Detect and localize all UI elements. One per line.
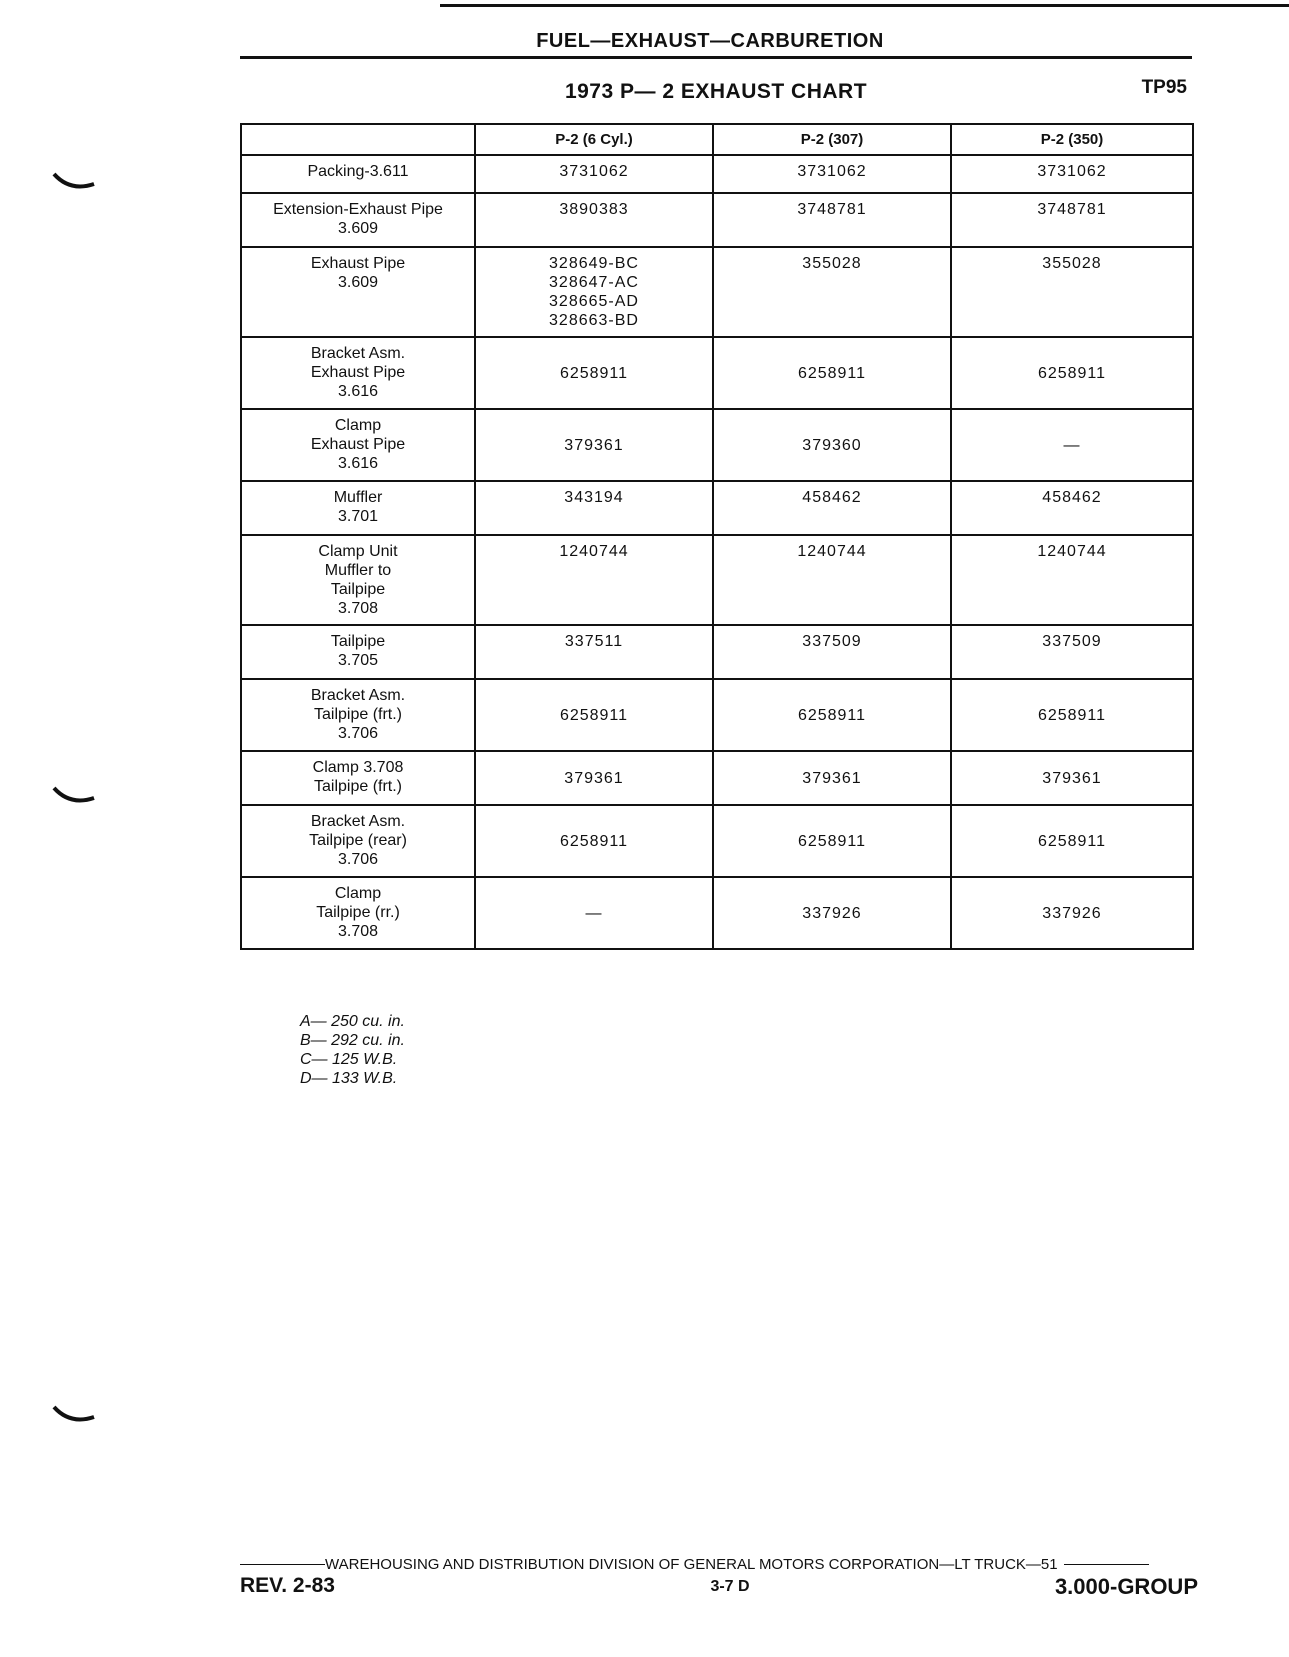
part-number: 458462	[951, 481, 1193, 535]
column-header: P-2 (350)	[951, 124, 1193, 155]
part-number: 379360	[713, 409, 951, 481]
binder-hole-mark	[52, 172, 96, 192]
part-number: 6258911	[713, 337, 951, 409]
footnote: D— 133 W.B.	[300, 1070, 398, 1087]
exhaust-chart-table	[240, 123, 1194, 950]
table-row	[241, 155, 1193, 193]
table-row	[241, 679, 1193, 751]
table-body	[241, 155, 1193, 949]
section-rule	[240, 56, 1192, 59]
part-number: 6258911	[713, 679, 951, 751]
part-number: 3890383	[475, 193, 713, 247]
section-title: FUEL—EXHAUST—CARBURETION	[536, 30, 884, 52]
footnote: B— 292 cu. in.	[300, 1032, 405, 1049]
column-header: P-2 (307)	[713, 124, 951, 155]
part-number: 337926	[713, 877, 951, 949]
part-number: 6258911	[951, 805, 1193, 877]
part-number: 355028	[951, 247, 1193, 337]
table-row	[241, 337, 1193, 409]
part-number: 1240744	[475, 535, 713, 625]
part-number: 343194	[475, 481, 713, 535]
group-label: 3.000-GROUP	[1054, 1574, 1198, 1599]
part-label: Extension-Exhaust Pipe 3.609	[241, 193, 475, 247]
table-header-row	[241, 124, 1193, 155]
part-number: 6258911	[475, 679, 713, 751]
page-reference: 3-7 D	[710, 1578, 750, 1595]
binder-hole-mark	[52, 1405, 96, 1425]
table-row	[241, 535, 1193, 625]
part-number: 458462	[713, 481, 951, 535]
part-number: 379361	[713, 751, 951, 805]
table-row	[241, 481, 1193, 535]
table-row	[241, 409, 1193, 481]
part-number: 6258911	[951, 679, 1193, 751]
chart-title: 1973 P— 2 EXHAUST CHART	[564, 80, 868, 103]
part-number: 337509	[713, 625, 951, 679]
column-header	[241, 124, 475, 155]
footnote: C— 125 W.B.	[300, 1051, 398, 1068]
top-rule	[440, 4, 1289, 7]
table-row	[241, 805, 1193, 877]
part-number: 1240744	[951, 535, 1193, 625]
part-number: —	[475, 877, 713, 949]
part-label: Bracket Asm. Tailpipe (rear) 3.706	[241, 805, 475, 877]
part-label: Exhaust Pipe 3.609	[241, 247, 475, 337]
part-number: 3748781	[951, 193, 1193, 247]
revision-label: REV. 2-83	[240, 1574, 335, 1597]
footnote: A— 250 cu. in.	[300, 1013, 405, 1030]
part-label: Bracket Asm. Exhaust Pipe 3.616	[241, 337, 475, 409]
part-number: 6258911	[951, 337, 1193, 409]
footer-line	[240, 1556, 1198, 1573]
table-row	[241, 877, 1193, 949]
part-label: Clamp Exhaust Pipe 3.616	[241, 409, 475, 481]
part-number: 379361	[475, 751, 713, 805]
part-number: 1240744	[713, 535, 951, 625]
part-number: 3731062	[713, 155, 951, 193]
part-number: 6258911	[475, 337, 713, 409]
footer-bottom	[240, 1574, 1198, 1600]
footnotes	[300, 1012, 405, 1088]
part-label: Clamp 3.708 Tailpipe (frt.)	[241, 751, 475, 805]
table-row	[241, 625, 1193, 679]
part-number: 337926	[951, 877, 1193, 949]
part-label: Clamp Tailpipe (rr.) 3.708	[241, 877, 475, 949]
part-number: —	[951, 409, 1193, 481]
table-row	[241, 193, 1193, 247]
part-label: Tailpipe 3.705	[241, 625, 475, 679]
part-number: 337509	[951, 625, 1193, 679]
part-number: 379361	[475, 409, 713, 481]
column-header: P-2 (6 Cyl.)	[475, 124, 713, 155]
part-number: 355028	[713, 247, 951, 337]
part-number: 337511	[475, 625, 713, 679]
part-label: Bracket Asm. Tailpipe (frt.) 3.706	[241, 679, 475, 751]
part-number: 3731062	[951, 155, 1193, 193]
part-number: 379361	[951, 751, 1193, 805]
part-number: 3731062	[475, 155, 713, 193]
part-label: Packing-3.611	[241, 155, 475, 193]
part-label: Muffler 3.701	[241, 481, 475, 535]
table-row	[241, 247, 1193, 337]
part-number: 6258911	[713, 805, 951, 877]
part-label: Clamp Unit Muffler to Tailpipe 3.708	[241, 535, 475, 625]
binder-hole-mark	[52, 786, 96, 806]
part-number: 328649-BC 328647-AC 328665-AD 328663-BD	[475, 247, 713, 337]
footer-dash	[240, 1564, 325, 1565]
table-row	[241, 751, 1193, 805]
page-code: TP95	[1141, 77, 1187, 98]
footer-dash	[1064, 1564, 1149, 1565]
part-number: 6258911	[475, 805, 713, 877]
part-number: 3748781	[713, 193, 951, 247]
footer-text: WAREHOUSING AND DISTRIBUTION DIVISION OF GENERAL MOTORS CORPORATION—LT TRUCK—51	[325, 1556, 1058, 1573]
